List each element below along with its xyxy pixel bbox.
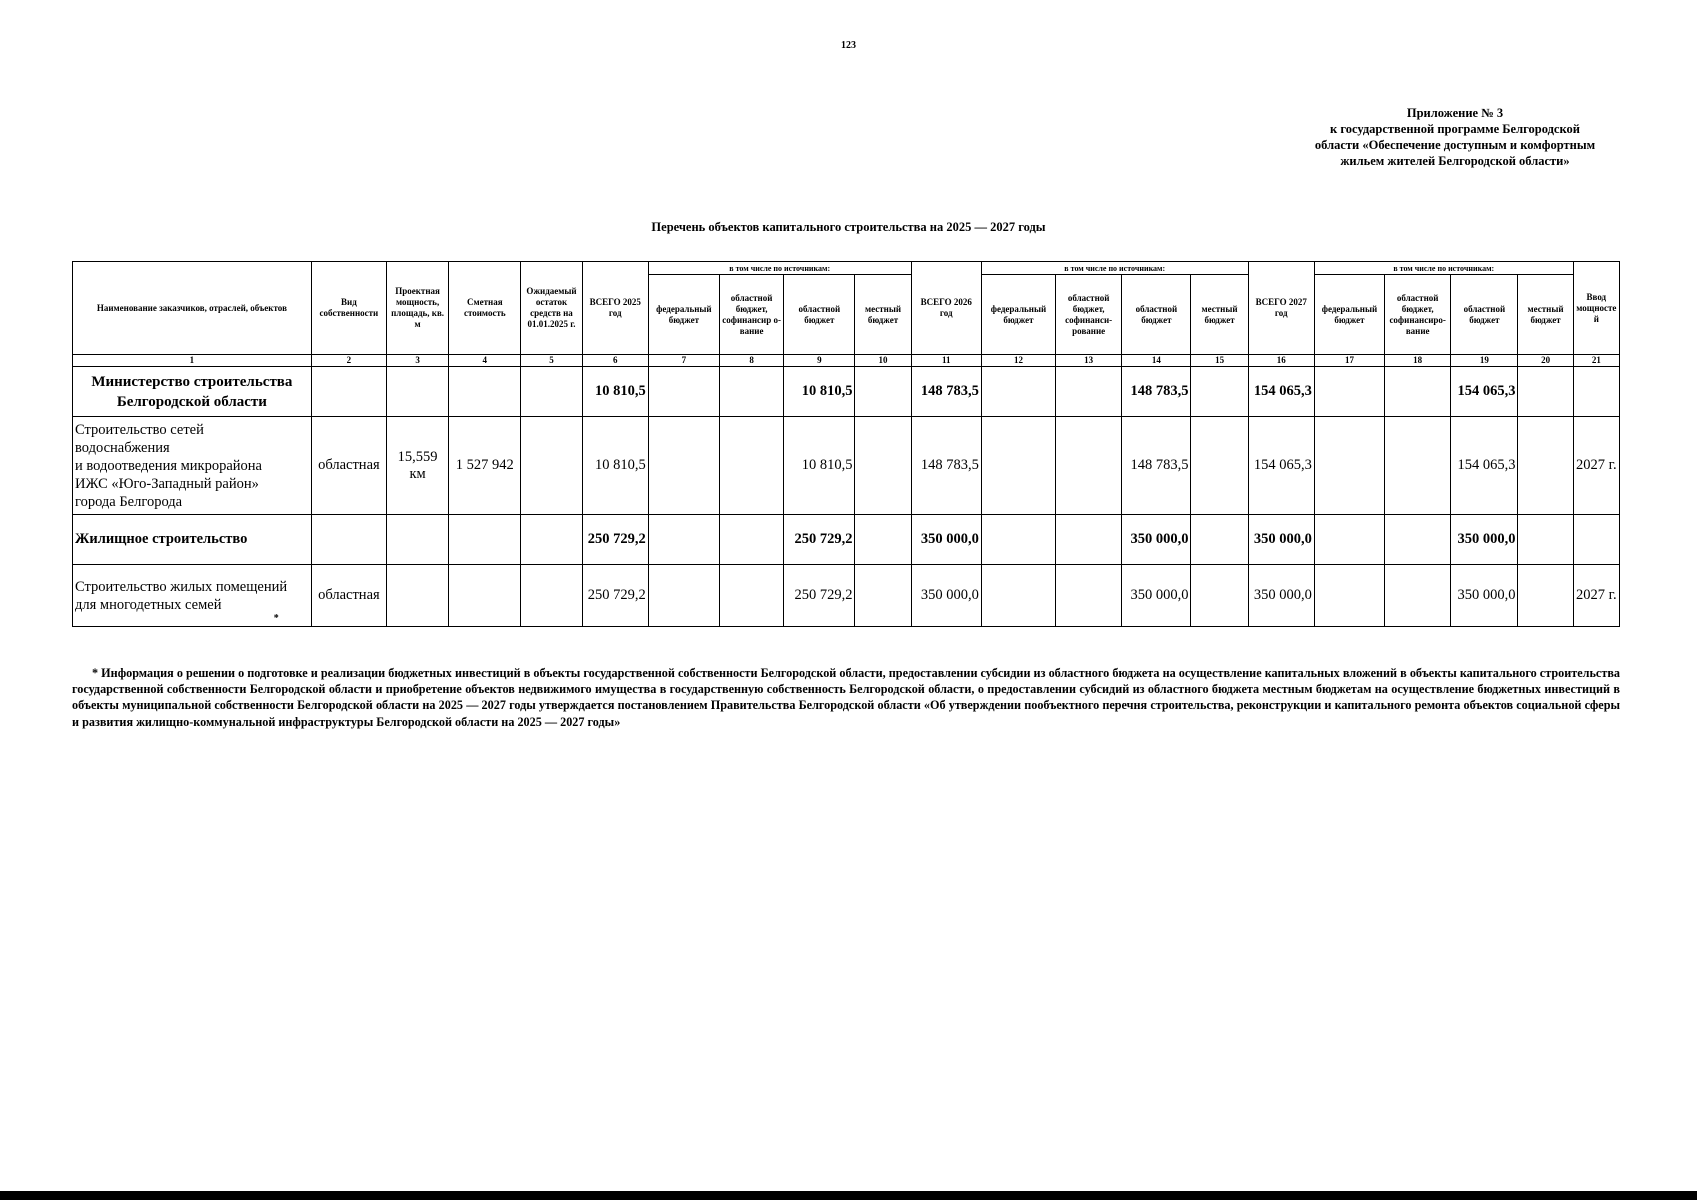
column-number: 2 xyxy=(311,355,386,367)
row-commissioning xyxy=(1573,515,1619,565)
row-federal-2026 xyxy=(981,565,1055,627)
column-number: 4 xyxy=(449,355,521,367)
row-cofin-2026 xyxy=(1056,417,1122,515)
row-cofin-2025 xyxy=(720,515,784,565)
column-number: 21 xyxy=(1573,355,1619,367)
header-sources-2025: в том числе по источникам: xyxy=(648,262,911,275)
column-number: 5 xyxy=(521,355,582,367)
row-federal-2025 xyxy=(648,565,719,627)
row-cofin-2026 xyxy=(1056,367,1122,417)
row-regional-2026: 350 000,0 xyxy=(1122,565,1191,627)
column-number: 17 xyxy=(1314,355,1384,367)
row-capacity-unit: км xyxy=(409,465,426,482)
row-regional-2025: 250 729,2 xyxy=(784,565,855,627)
header-total-2027: ВСЕГО 2027 год xyxy=(1248,262,1314,355)
header-sources-2026: в том числе по источникам: xyxy=(981,262,1248,275)
row-commissioning: 2027 г. xyxy=(1573,417,1619,515)
row-federal-2027 xyxy=(1314,417,1384,515)
row-federal-2027 xyxy=(1314,565,1384,627)
table-row xyxy=(73,417,1620,515)
row-total-2025: 10 810,5 xyxy=(582,367,648,417)
appendix-line: области «Обеспечение доступным и комфортным xyxy=(1314,138,1596,152)
header-commissioning: Ввод мощностей xyxy=(1573,262,1619,355)
scan-bottom-edge xyxy=(0,1191,1697,1200)
row-total-2025: 10 810,5 xyxy=(582,417,648,515)
row-regional-2025: 250 729,2 xyxy=(784,515,855,565)
row-name xyxy=(73,417,312,515)
row-local-2025 xyxy=(855,417,911,515)
row-regional-2025: 10 810,5 xyxy=(784,417,855,515)
row-federal-2027 xyxy=(1314,515,1384,565)
column-number: 3 xyxy=(387,355,449,367)
row-cofin-2027 xyxy=(1385,367,1451,417)
row-ownership xyxy=(311,367,386,417)
header-regional-2027: областной бюджет xyxy=(1451,275,1518,355)
row-federal-2027 xyxy=(1314,367,1384,417)
row-name: Министерство строительства Белгородской области xyxy=(73,367,312,417)
row-cofin-2025 xyxy=(720,565,784,627)
row-total-2026: 350 000,0 xyxy=(911,565,981,627)
row-ownership: областная xyxy=(311,417,386,515)
header-local-2025: местный бюджет xyxy=(855,275,911,355)
header-cofin-2027: областной бюджет, софинансиро-вание xyxy=(1385,275,1451,355)
row-cofin-2025 xyxy=(720,367,784,417)
row-local-2027 xyxy=(1518,565,1573,627)
header-regional-2026: областной бюджет xyxy=(1122,275,1191,355)
row-regional-2027: 350 000,0 xyxy=(1451,515,1518,565)
appendix-line: к государственной программе Белгородской xyxy=(1330,122,1580,136)
footnote: * Информация о решении о подготовке и реализации бюджетных инвестиций в объекты государственной собственности Белгородской области, предоставлении субсидии из областного бюджета на осуществление капитальных вложений в объекты капитального строительства государственной собственности Белгородской области и приобретение объектов недвижимого имущества в государственную собственность Белгородской области, о предоставлении субсидий из областного бюджета местным бюджетам на осуществление бюджетных инвестиций в объекты муниципальной собственности Белгородской области на 2025 — 2027 годы утверждается постановлением Правительства Белгородской области «Об утверждении пообъектного перечня строительства, реконструкции и капитального ремонта объектов социальной сферы и развития жилищно-коммунальной инфраструктуры Белгородской области на 2025 — 2027 годы» xyxy=(72,666,1620,729)
row-federal-2026 xyxy=(981,367,1055,417)
row-total-2027: 350 000,0 xyxy=(1248,515,1314,565)
row-total-2027: 154 065,3 xyxy=(1248,367,1314,417)
row-capacity xyxy=(387,367,449,417)
row-total-2026: 148 783,5 xyxy=(911,417,981,515)
header-cofin-2025: областной бюджет, софинансир о-вание xyxy=(720,275,784,355)
column-number: 9 xyxy=(784,355,855,367)
row-regional-2025: 10 810,5 xyxy=(784,367,855,417)
row-federal-2026 xyxy=(981,417,1055,515)
appendix-line: Приложение № 3 xyxy=(1406,106,1504,120)
row-local-2026 xyxy=(1191,565,1248,627)
row-regional-2026: 148 783,5 xyxy=(1122,417,1191,515)
row-estimate xyxy=(449,515,521,565)
row-name-line: и водоотведения микрорайона xyxy=(75,457,262,474)
row-total-2026: 148 783,5 xyxy=(911,367,981,417)
header-row-groups xyxy=(73,262,1620,275)
header-regional-2025: областной бюджет xyxy=(784,275,855,355)
column-number: 18 xyxy=(1385,355,1451,367)
row-local-2027 xyxy=(1518,515,1573,565)
header-name: Наименование заказчиков, отраслей, объектов xyxy=(73,262,312,355)
column-number: 8 xyxy=(720,355,784,367)
column-number: 19 xyxy=(1451,355,1518,367)
row-balance xyxy=(521,515,582,565)
document-title: Перечень объектов капитального строительства на 2025 — 2027 годы xyxy=(651,220,1046,234)
column-number: 12 xyxy=(981,355,1055,367)
column-number: 20 xyxy=(1518,355,1573,367)
header-local-2026: местный бюджет xyxy=(1191,275,1248,355)
row-cofin-2027 xyxy=(1385,565,1451,627)
capital-construction-table xyxy=(72,261,1620,627)
row-local-2027 xyxy=(1518,367,1573,417)
page-number: 123 xyxy=(841,40,856,51)
row-cofin-2026 xyxy=(1056,515,1122,565)
header-sources-2027: в том числе по источникам: xyxy=(1314,262,1573,275)
row-name-line: Строительство сетей xyxy=(75,421,204,438)
table-row xyxy=(73,565,1620,627)
row-commissioning: 2027 г. xyxy=(1573,565,1619,627)
row-name-line: города Белгорода xyxy=(75,493,183,510)
row-regional-2027: 154 065,3 xyxy=(1451,367,1518,417)
row-regional-2026: 350 000,0 xyxy=(1122,515,1191,565)
column-number: 11 xyxy=(911,355,981,367)
row-regional-2027: 154 065,3 xyxy=(1451,417,1518,515)
row-local-2027 xyxy=(1518,417,1573,515)
row-total-2025: 250 729,2 xyxy=(582,565,648,627)
header-total-2026: ВСЕГО 2026 год xyxy=(911,262,981,355)
row-balance xyxy=(521,367,582,417)
row-estimate xyxy=(449,565,521,627)
row-total-2027: 350 000,0 xyxy=(1248,565,1314,627)
row-local-2025 xyxy=(855,565,911,627)
row-capacity xyxy=(387,515,449,565)
row-balance xyxy=(521,417,582,515)
column-number: 10 xyxy=(855,355,911,367)
row-commissioning xyxy=(1573,367,1619,417)
row-local-2026 xyxy=(1191,367,1248,417)
header-federal-2025: федеральный бюджет xyxy=(648,275,719,355)
row-estimate: 1 527 942 xyxy=(449,417,521,515)
header-federal-2027: федеральный бюджет xyxy=(1314,275,1384,355)
column-number: 13 xyxy=(1056,355,1122,367)
row-capacity xyxy=(387,417,449,515)
row-federal-2026 xyxy=(981,515,1055,565)
row-cofin-2027 xyxy=(1385,515,1451,565)
header-estimate: Сметная стоимость xyxy=(449,262,521,355)
row-name xyxy=(73,565,312,627)
row-local-2026 xyxy=(1191,417,1248,515)
row-total-2027: 154 065,3 xyxy=(1248,417,1314,515)
header-balance: Ожидаемый остаток средств на 01.01.2025 г. xyxy=(521,262,582,355)
row-name-line: водоснабжения xyxy=(75,439,170,456)
appendix-line: жильем жителей Белгородской области» xyxy=(1340,154,1570,168)
header-ownership: Вид собственности xyxy=(311,262,386,355)
appendix-header xyxy=(1290,105,1620,169)
row-regional-2027: 350 000,0 xyxy=(1451,565,1518,627)
table-row xyxy=(73,367,1620,417)
row-total-2025: 250 729,2 xyxy=(582,515,648,565)
header-capacity: Проектная мощность, площадь, кв. м xyxy=(387,262,449,355)
row-local-2025 xyxy=(855,367,911,417)
row-cofin-2027 xyxy=(1385,417,1451,515)
row-federal-2025 xyxy=(648,367,719,417)
header-total-2025: ВСЕГО 2025 год xyxy=(582,262,648,355)
row-balance xyxy=(521,565,582,627)
row-ownership: областная xyxy=(311,565,386,627)
row-name-line: для многодетных семей xyxy=(75,596,222,613)
row-local-2025 xyxy=(855,515,911,565)
row-name-line: Строительство жилых помещений xyxy=(75,578,288,595)
header-local-2027: местный бюджет xyxy=(1518,275,1573,355)
header-federal-2026: федеральный бюджет xyxy=(981,275,1055,355)
table-row xyxy=(73,515,1620,565)
column-number: 7 xyxy=(648,355,719,367)
row-federal-2025 xyxy=(648,515,719,565)
column-number: 16 xyxy=(1248,355,1314,367)
row-name: Жилищное строительство xyxy=(73,515,312,565)
column-number: 15 xyxy=(1191,355,1248,367)
row-capacity xyxy=(387,565,449,627)
row-cofin-2025 xyxy=(720,417,784,515)
row-local-2026 xyxy=(1191,515,1248,565)
header-cofin-2026: областной бюджет, софинанси-рование xyxy=(1056,275,1122,355)
row-total-2026: 350 000,0 xyxy=(911,515,981,565)
row-estimate xyxy=(449,367,521,417)
row-federal-2025 xyxy=(648,417,719,515)
row-regional-2026: 148 783,5 xyxy=(1122,367,1191,417)
row-name-line: ИЖС «Юго-Западный район» xyxy=(75,475,259,492)
column-number: 14 xyxy=(1122,355,1191,367)
footnote-marker: * xyxy=(273,613,279,624)
column-number: 6 xyxy=(582,355,648,367)
row-cofin-2026 xyxy=(1056,565,1122,627)
column-number-row xyxy=(73,355,1620,367)
row-ownership xyxy=(311,515,386,565)
row-capacity-value: 15,559 xyxy=(397,448,438,465)
column-number: 1 xyxy=(73,355,312,367)
